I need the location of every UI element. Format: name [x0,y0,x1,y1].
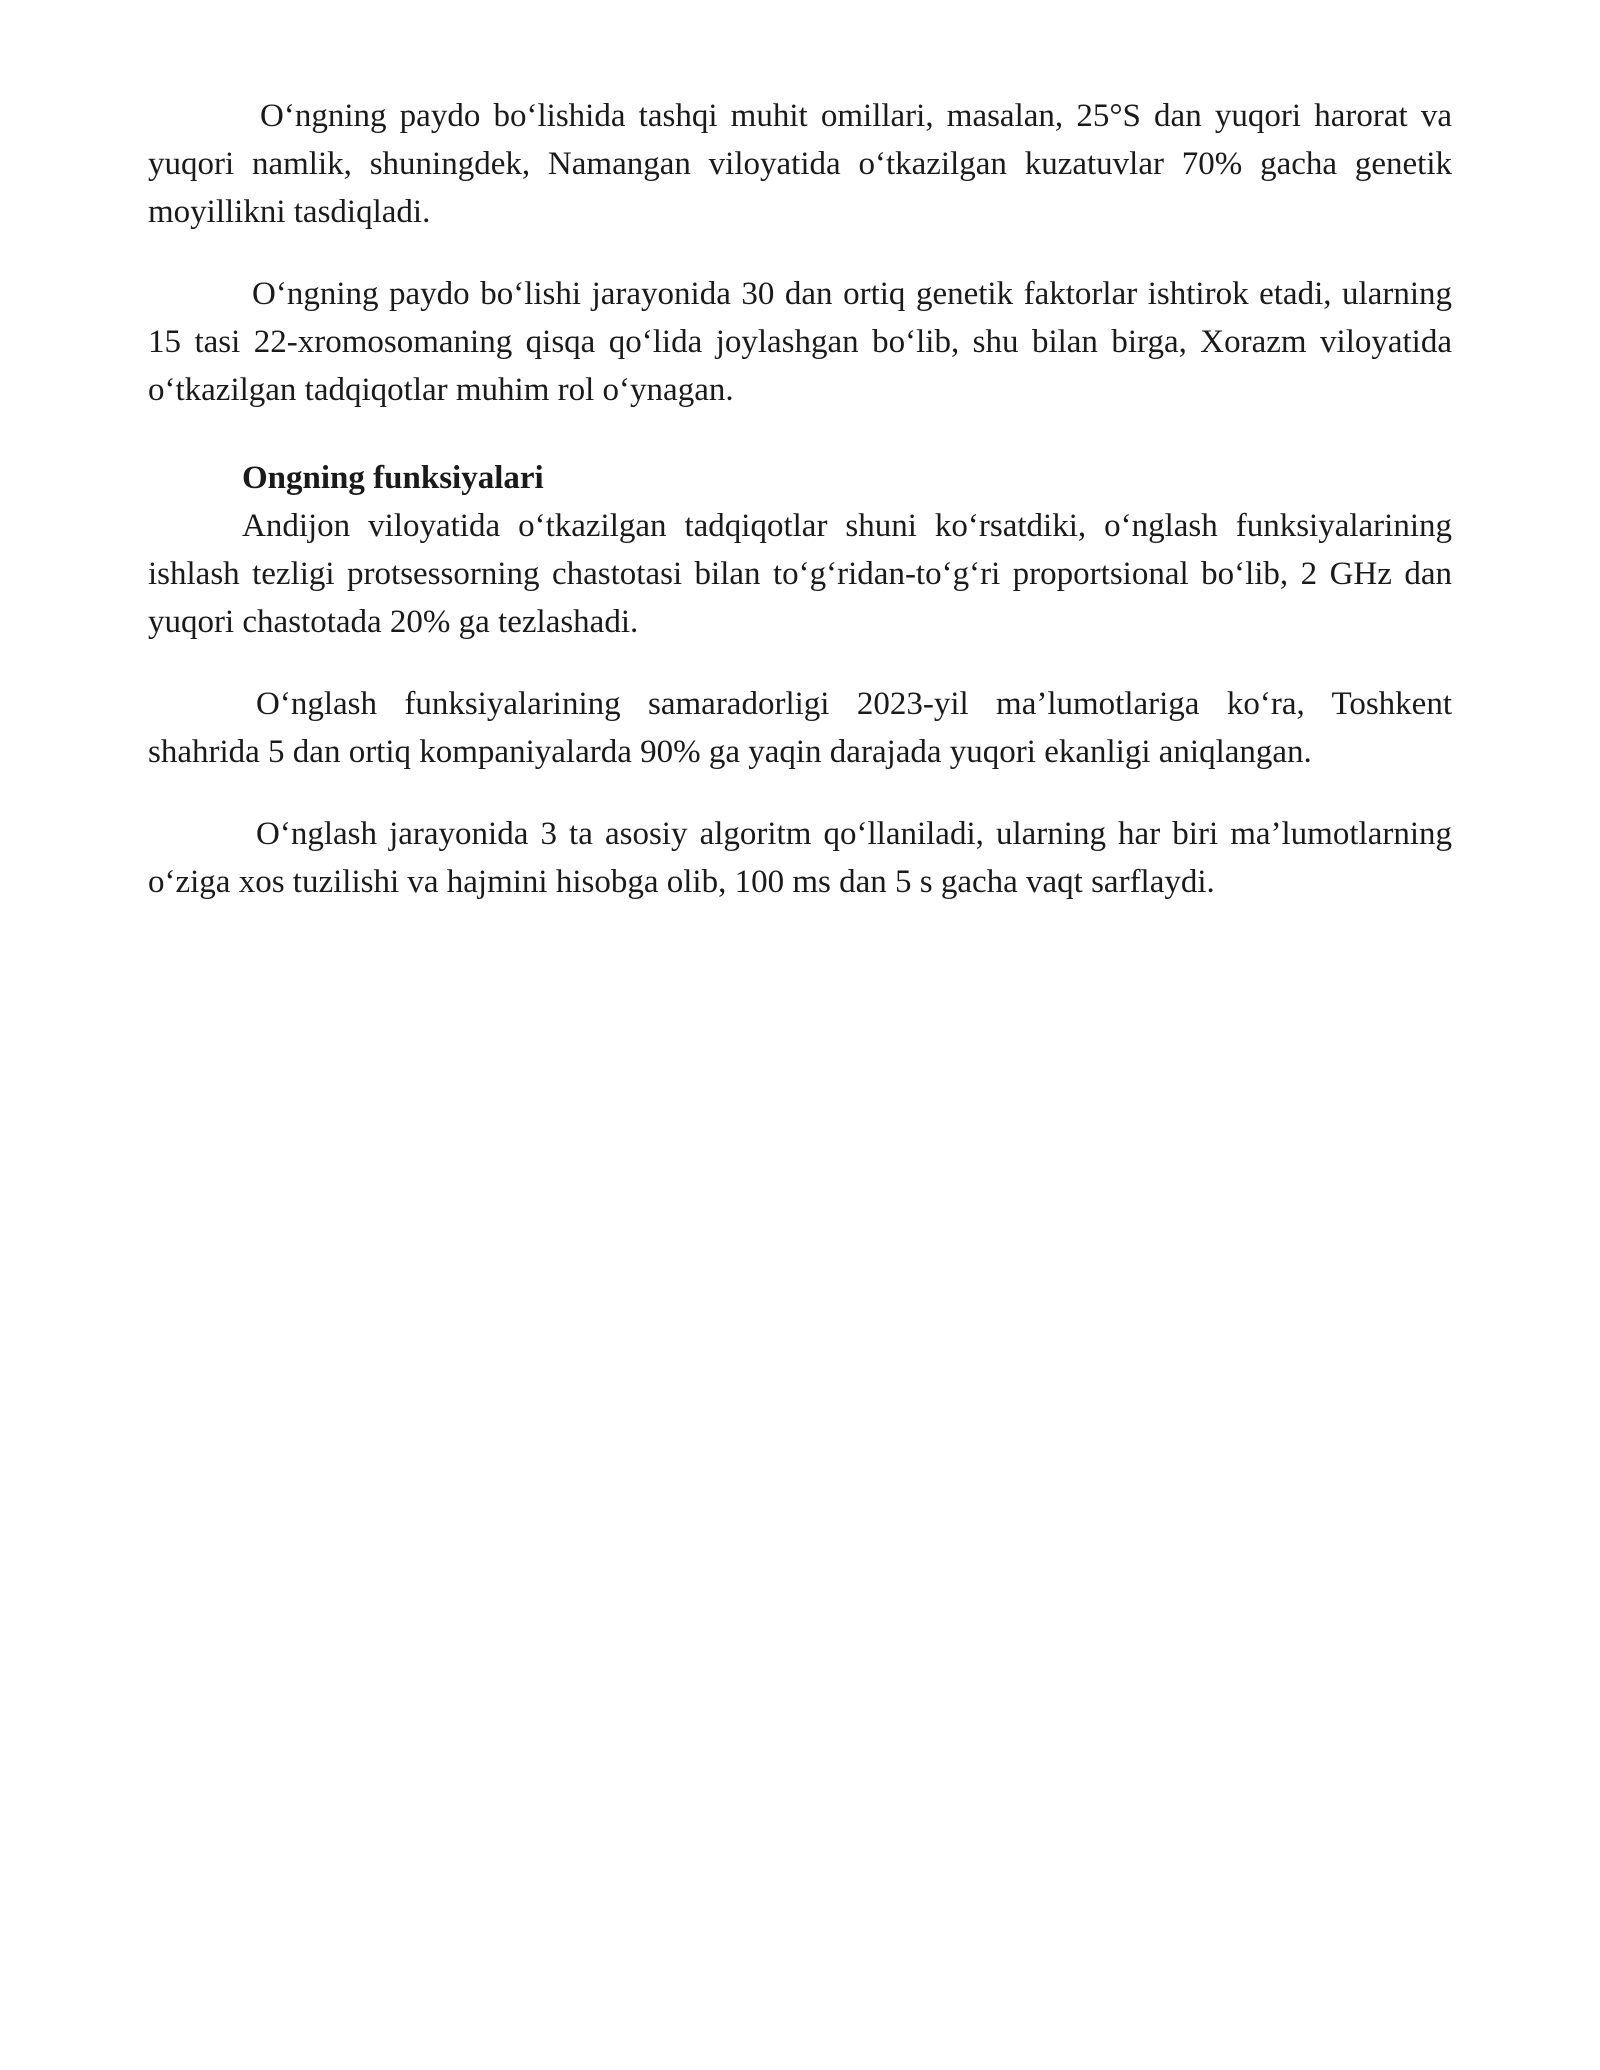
paragraph-4: Oʻnglash funksiyalarining samaradorligi 2023-yil ma’lumotlariga koʻra, Toshkent shahrida 5 dan ortiq kompaniyalarda 90% ga yaqin darajada yuqori ekanligi aniqlangan. [148,686,1452,770]
section-heading: Ongning funksiyalari [242,460,544,496]
paragraph-2: Oʻngning paydo boʻlishi jarayonida 30 dan ortiq genetik faktorlar ishtirok etadi, ularning 15 tasi 22-xromosomaning qisqa qoʻlida joylashgan boʻlib, shu bilan birga, Xorazm viloyatida oʻtkazilgan tadqiqotlar muhim rol oʻynagan. [148,276,1452,408]
document-body [148,92,1452,940]
paragraph-3: Andijon viloyatida oʻtkazilgan tadqiqotlar shuni koʻrsatdiki, oʻnglash funksiyalarining ishlash tezligi protsessorning chastotasi bilan toʻgʻridan-toʻgʻri proportsional boʻlib, 2 GHz dan yuqori chastotada 20% ga tezlashadi. [148,508,1452,640]
paragraph-5: Oʻnglash jarayonida 3 ta asosiy algoritm qoʻllaniladi, ularning har biri ma’lumotlarning oʻziga xos tuzilishi va hajmini hisobga olib, 100 ms dan 5 s gacha vaqt sarflaydi. [148,816,1452,900]
paragraph-1: Oʻngning paydo boʻlishida tashqi muhit omillari, masalan, 25°S dan yuqori harorat va yuqori namlik, shuningdek, Namangan viloyatida oʻtkazilgan kuzatuvlar 70% gacha genetik moyillikni tasdiqladi. [148,98,1452,230]
